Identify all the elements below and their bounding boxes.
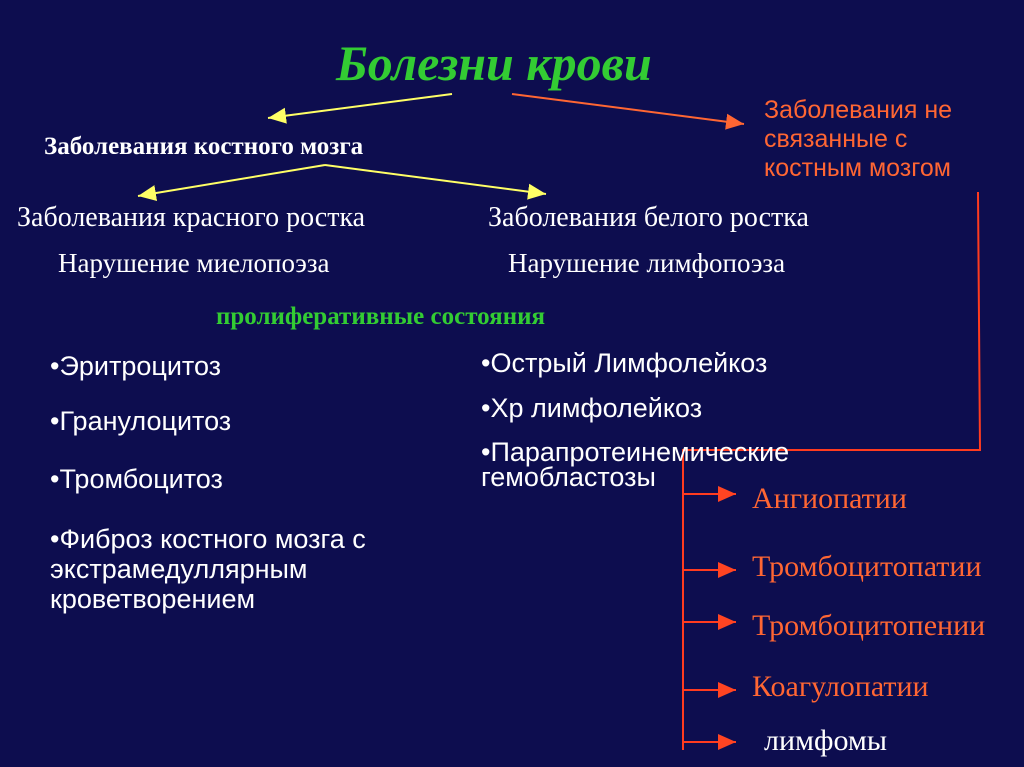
proliferative-heading: пролиферативные состояния xyxy=(216,303,546,330)
list-item: Коагулопатии xyxy=(752,670,929,703)
arrow-to-white-sprout xyxy=(325,165,546,194)
arrow-to-non-bone-marrow xyxy=(512,94,744,124)
red-sprout-label: Заболевания красного ростка xyxy=(17,202,366,233)
list-item: Тромбоцитопатии xyxy=(752,550,982,583)
list-item: •Хр лимфолейкоз xyxy=(481,393,703,423)
list-item: •Тромбоцитоз xyxy=(50,464,223,494)
list-item: •Гранулоцитоз xyxy=(50,406,232,436)
list-item: •Парапротеинемические гемобластозы xyxy=(481,437,790,492)
white-sprout-label: Заболевания белого ростка xyxy=(488,202,809,233)
list-item: •Фиброз костного мозга с экстрамедуллярным кроветворением xyxy=(50,524,366,614)
arrow-to-red-sprout xyxy=(138,165,325,196)
list-item: •Острый Лимфолейкоз xyxy=(481,348,768,378)
arrow-to-bone-marrow xyxy=(268,94,452,118)
list-item: •Эритроцитоз xyxy=(50,351,222,381)
myelopoiesis-label: Нарушение миелопоэза xyxy=(58,248,330,278)
non-bone-marrow-heading: Заболевания не связанные с костным мозгом xyxy=(764,96,953,182)
list-item: лимфомы xyxy=(764,724,888,757)
lymphopoiesis-label: Нарушение лимфопоэза xyxy=(508,248,786,278)
slide-title: Болезни крови xyxy=(336,35,652,91)
bone-marrow-heading: Заболевания костного мозга xyxy=(44,133,364,160)
list-item: Тромбоцитопении xyxy=(752,609,986,642)
list-item: Ангиопатии xyxy=(752,482,907,515)
